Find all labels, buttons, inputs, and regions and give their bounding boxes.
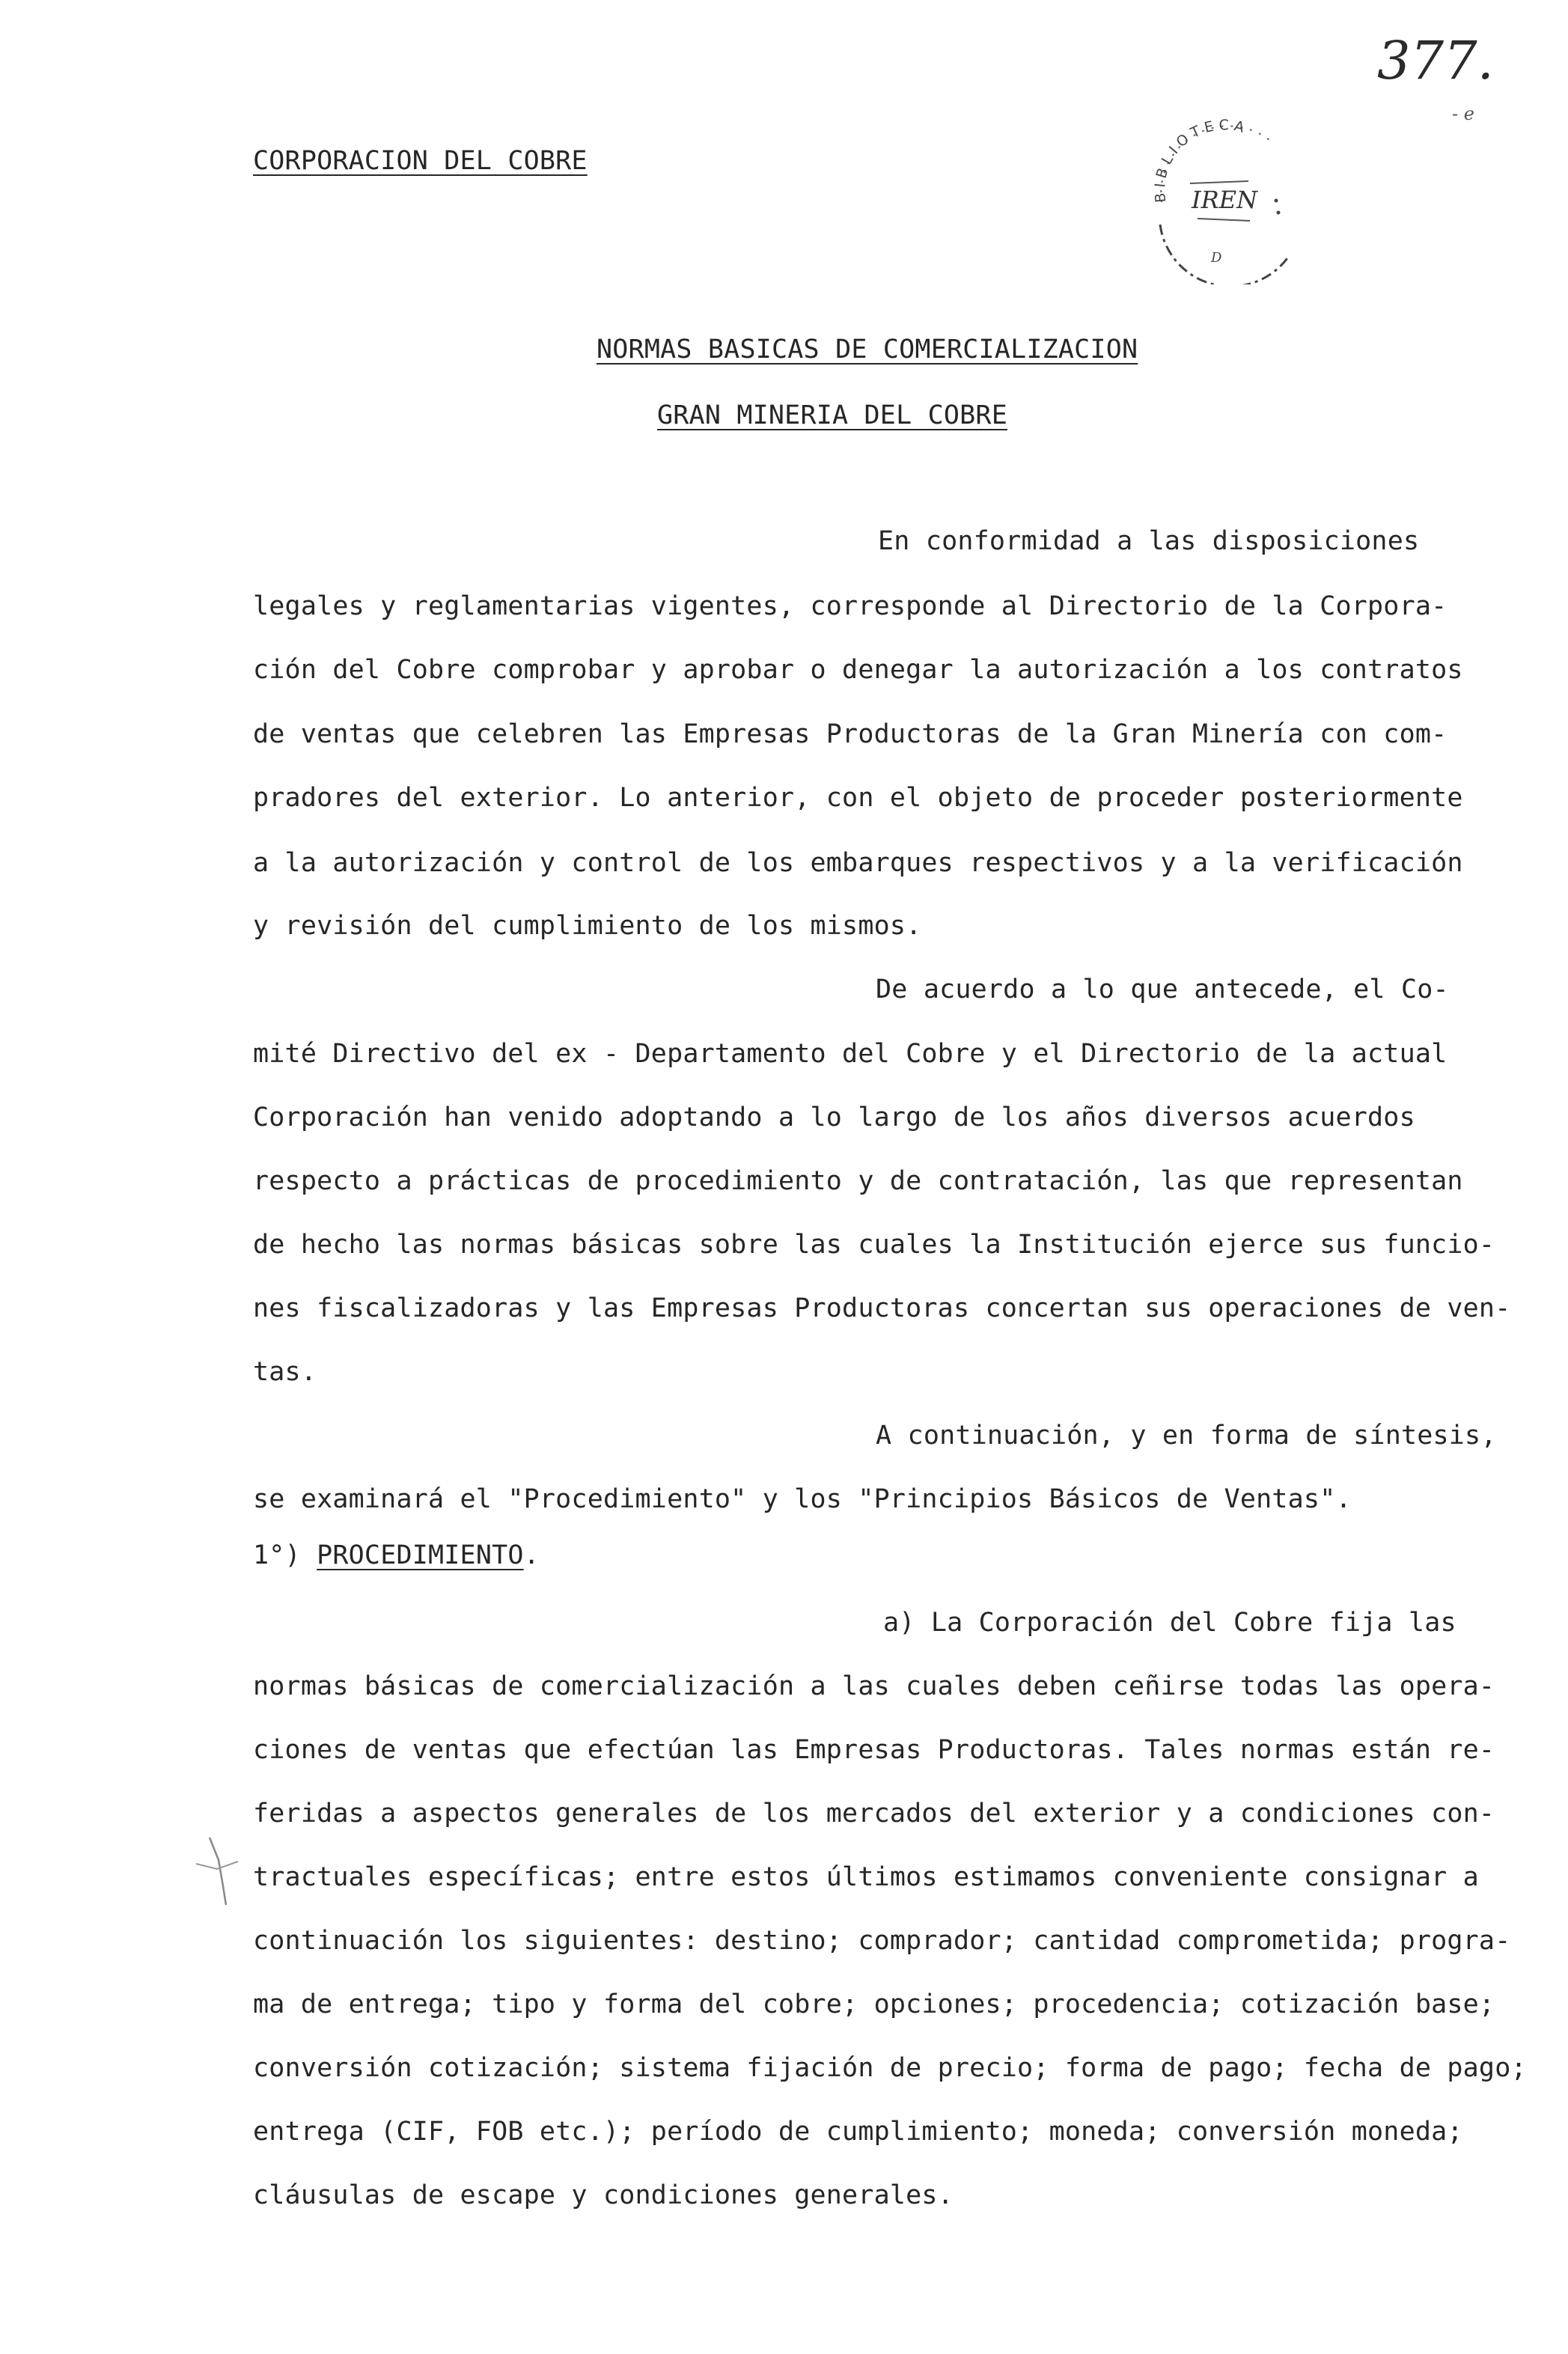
page-number-mark: - e: [1452, 103, 1474, 124]
document-title: NORMAS BASICAS DE COMERCIALIZACION: [597, 335, 1138, 365]
paragraph-line: respecto a prácticas de procedimiento y de contratación, las que representan: [253, 1166, 1463, 1196]
paragraph-line: de ventas que celebren las Empresas Productoras de la Gran Minería con com-: [253, 719, 1447, 749]
paragraph-line: feridas a aspectos generales de los mercados del exterior y a condiciones con-: [253, 1799, 1495, 1829]
section-heading: [253, 1540, 540, 1570]
section-number: 1°): [253, 1540, 301, 1570]
stamp-center-text: IREN: [1192, 186, 1258, 214]
paragraph-line: En conformidad a las disposiciones: [878, 526, 1420, 556]
paragraph-line: pradores del exterior. Lo anterior, con el objeto de proceder posteriormente: [253, 783, 1463, 813]
paragraph-line: ciones de ventas que efectúan las Empresas Productoras. Tales normas están re-: [253, 1735, 1495, 1765]
document-subtitle: GRAN MINERIA DEL COBRE: [657, 400, 1007, 430]
paragraph-line: conversión cotización; sistema fijación de precio; forma de pago; fecha de pago;: [253, 2053, 1527, 2083]
paragraph-line: a) La Corporación del Cobre fija las: [883, 1608, 1456, 1638]
paragraph-line: tas.: [253, 1357, 317, 1387]
paragraph-line: mité Directivo del ex - Departamento del Cobre y el Directorio de la actual: [253, 1039, 1447, 1069]
margin-pencil-mark: [180, 1830, 247, 1912]
paragraph-line: ma de entrega; tipo y forma del cobre; opciones; procedencia; cotización base;: [253, 1989, 1495, 2019]
paragraph-line: se examinará el "Procedimiento" y los "Principios Básicos de Ventas".: [253, 1484, 1352, 1514]
stamp-arc-text: BIBLIOTECA: [1151, 117, 1251, 204]
section-title-period: .: [523, 1540, 540, 1570]
paragraph-line: nes fiscalizadoras y las Empresas Productoras concertan sus operaciones de ven-: [253, 1293, 1511, 1323]
paragraph-line: Corporación han venido adoptando a lo largo de los años diversos acuerdos: [253, 1103, 1415, 1132]
section-title: PROCEDIMIENTO: [317, 1540, 524, 1570]
library-stamp: [1145, 112, 1310, 284]
paragraph-line: tractuales específicas; entre estos últimos estimamos conveniente consignar a: [253, 1862, 1479, 1892]
page-number: 377.: [1377, 30, 1494, 91]
paragraph-line: cláusulas de escape y condiciones generales.: [253, 2180, 954, 2210]
paragraph-line: A continuación, y en forma de síntesis,: [876, 1421, 1497, 1451]
paragraph-line: de hecho las normas básicas sobre las cuales la Institución ejerce sus funcio-: [253, 1230, 1495, 1260]
paragraph-line: y revisión del cumplimiento de los mismos.: [253, 911, 922, 941]
organization-header: CORPORACION DEL COBRE: [253, 146, 588, 176]
paragraph-line: De acuerdo a lo que antecede, el Co-: [876, 975, 1449, 1004]
paragraph-line: normas básicas de comercialización a las cuales deben ceñirse todas las opera-: [253, 1671, 1495, 1701]
paragraph-line: a la autorización y control de los embarques respectivos y a la verificación: [253, 848, 1463, 878]
paragraph-line: legales y reglamentarias vigentes, corresponde al Directorio de la Corpora-: [253, 591, 1447, 621]
paragraph-line: ción del Cobre comprobar y aprobar o denegar la autorización a los contratos: [253, 655, 1463, 685]
paragraph-line: entrega (CIF, FOB etc.); período de cumplimiento; moneda; conversión moneda;: [253, 2117, 1463, 2147]
paragraph-line: continuación los siguientes: destino; comprador; cantidad comprometida; progra-: [253, 1926, 1511, 1956]
stamp-bottom-text: D: [1211, 250, 1222, 266]
